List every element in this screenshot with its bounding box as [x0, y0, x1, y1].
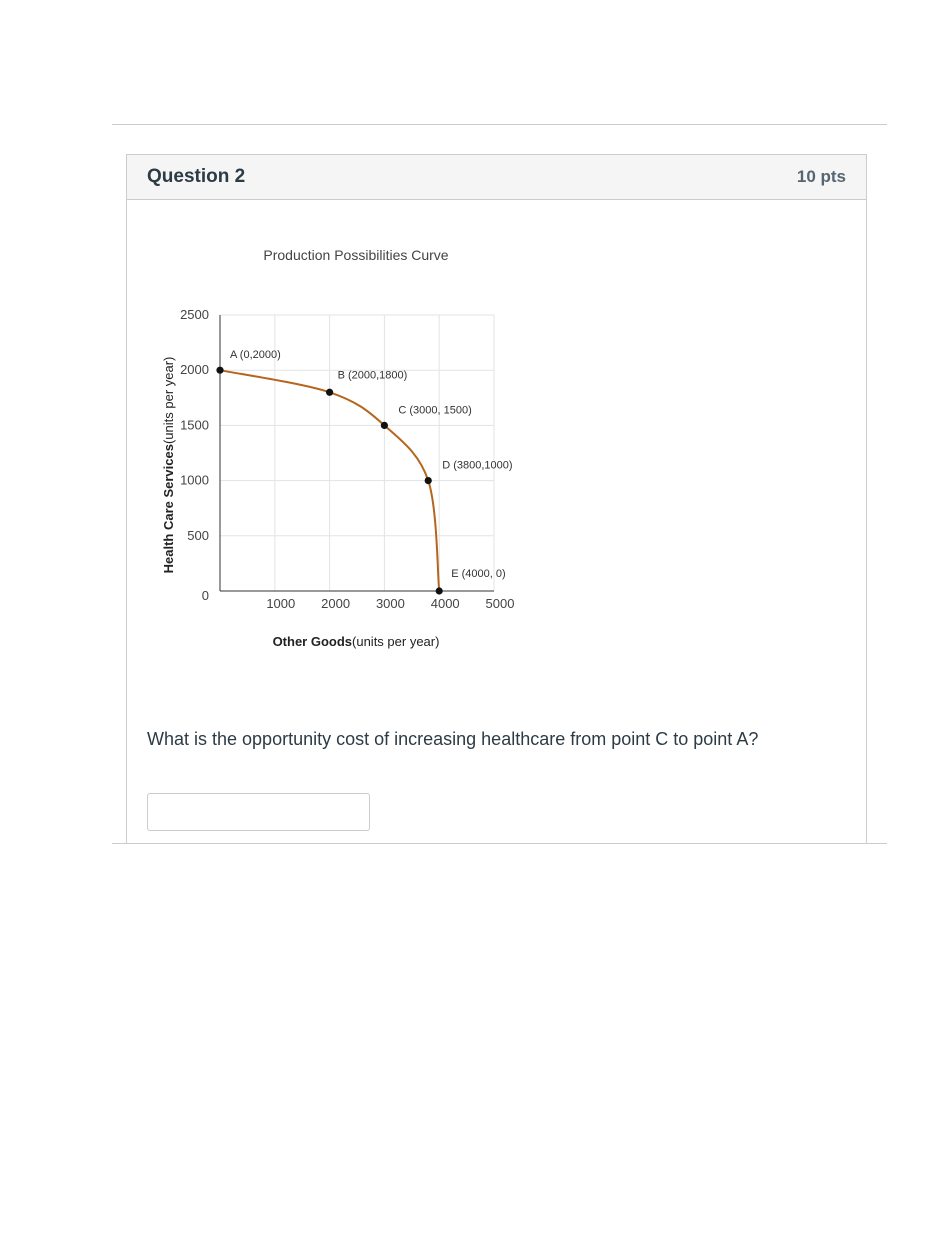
point-marker [326, 389, 333, 396]
point-label: D (3800,1000) [442, 459, 513, 472]
ppc-chart-svg [147, 235, 567, 655]
answer-input[interactable] [147, 793, 370, 831]
top-divider [112, 124, 887, 125]
x-axis-label-rest: (units per year) [352, 634, 440, 649]
x-axis-label [273, 634, 440, 649]
point-marker [216, 367, 223, 374]
x-axis-label-bold: Other Goods [272, 634, 353, 649]
y-tick-label: 0 [201, 588, 209, 603]
point-label: E (4000, 0) [451, 568, 506, 580]
x-tick-label: 4000 [430, 596, 460, 611]
point-label: A (0,2000) [230, 349, 281, 362]
x-tick-label: 1000 [266, 596, 296, 611]
point-marker [425, 477, 432, 484]
y-tick-label: 1000 [180, 472, 209, 488]
y-tick-label: 2000 [180, 362, 209, 378]
point-marker [436, 587, 443, 594]
y-axis-label-rest: (units per year) [161, 356, 176, 445]
point-marker [381, 422, 388, 429]
chart-title: Production Possibilities Curve [263, 247, 449, 263]
y-tick-label: 1500 [180, 417, 209, 433]
point-label: B (2000,1800) [337, 369, 408, 382]
question-title: Question 2 [147, 166, 246, 187]
x-tick-label: 3000 [375, 596, 405, 611]
y-axis-label [161, 357, 176, 574]
y-tick-label: 2500 [180, 307, 209, 322]
chart-point-labels [230, 349, 513, 580]
x-tick-label: 5000 [485, 596, 515, 611]
question-points: 10 pts [796, 167, 846, 186]
question-header [127, 155, 866, 200]
bottom-divider [112, 843, 887, 844]
question-card [126, 154, 867, 844]
y-axis-label-bold: Health Care Services [161, 444, 176, 574]
point-label: C (3000, 1500) [398, 404, 472, 417]
y-tick-label: 500 [187, 527, 209, 543]
x-tick-label: 2000 [321, 596, 351, 611]
ppc-chart [147, 235, 567, 655]
question-prompt: What is the opportunity cost of increasing healthcare from point C to point A? [147, 729, 759, 749]
